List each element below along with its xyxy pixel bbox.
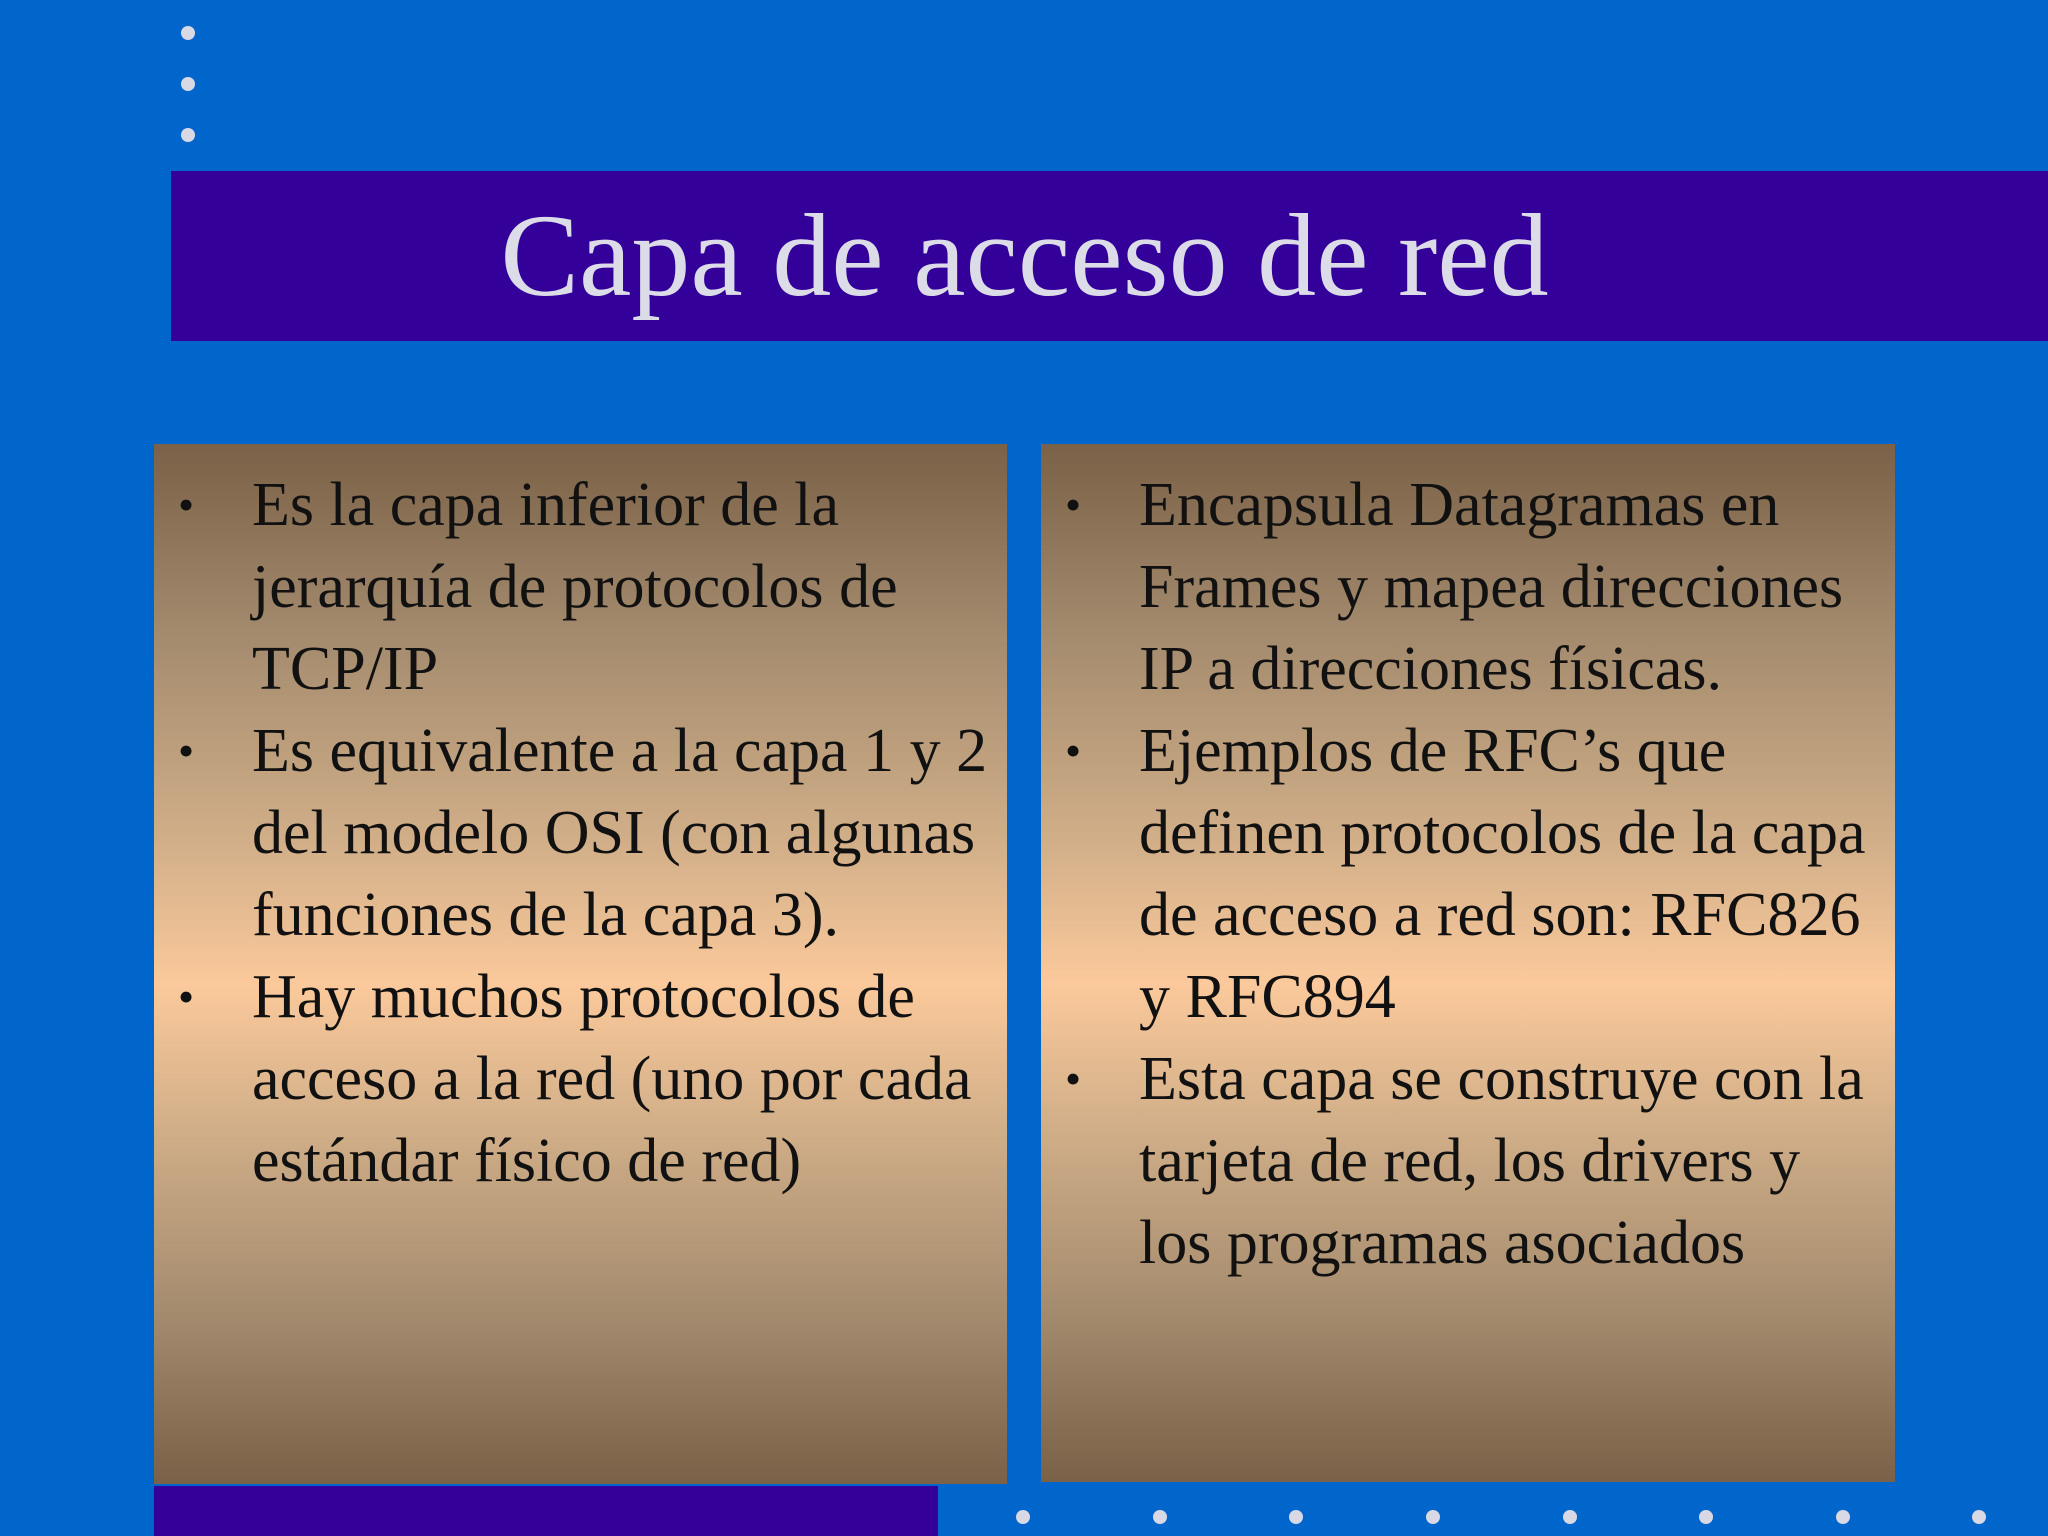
left-content-panel: [154, 444, 1007, 1484]
bottom-band: [154, 1486, 938, 1536]
right-content-panel: [1041, 444, 1895, 1482]
bullet-text: Encapsula Datagramas en Frames y mapea direcciones IP a direcciones físicas.: [1139, 471, 1844, 703]
bullet-icon: •: [1065, 725, 1082, 776]
bullet-icon: •: [1065, 479, 1082, 530]
decorative-dot: [1016, 1510, 1030, 1524]
decorative-dot: [1699, 1510, 1713, 1524]
bullet-icon: •: [1065, 1053, 1082, 1104]
decorative-dot: [1972, 1510, 1986, 1524]
decorative-dot: [181, 128, 195, 142]
left-bullet-list: [154, 464, 1007, 1202]
decorative-dot: [1153, 1510, 1167, 1524]
decorative-dot: [181, 26, 195, 40]
bullet-icon: •: [178, 971, 195, 1022]
decorative-dot: [1563, 1510, 1577, 1524]
list-item: [154, 464, 1007, 710]
list-item: [1041, 1038, 1895, 1284]
bullet-text: Es la capa inferior de la jerarquía de protocolos de TCP/IP: [252, 471, 898, 703]
list-item: [154, 710, 1007, 956]
decorative-dot: [181, 77, 195, 91]
decorative-dot: [1426, 1510, 1440, 1524]
bullet-icon: •: [178, 479, 195, 530]
bullet-text: Es equivalente a la capa 1 y 2 del modelo OSI (con algunas funciones de la capa 3).: [252, 717, 988, 949]
right-bullet-list: [1041, 464, 1895, 1284]
list-item: [154, 956, 1007, 1202]
list-item: [1041, 710, 1895, 1038]
bullet-text: Ejemplos de RFC’s que definen protocolos de la capa de acceso a red son: RFC826 y RFC894: [1139, 717, 1866, 1031]
slide-title: Capa de acceso de red: [500, 190, 1549, 321]
decorative-dot: [1836, 1510, 1850, 1524]
bullet-icon: •: [178, 725, 195, 776]
list-item: [1041, 464, 1895, 710]
bullet-text: Esta capa se construye con la tarjeta de red, los drivers y los programas asociados: [1139, 1045, 1864, 1277]
bullet-text: Hay muchos protocolos de acceso a la red (uno por cada estándar físico de red): [252, 963, 972, 1195]
decorative-dot: [1289, 1510, 1303, 1524]
